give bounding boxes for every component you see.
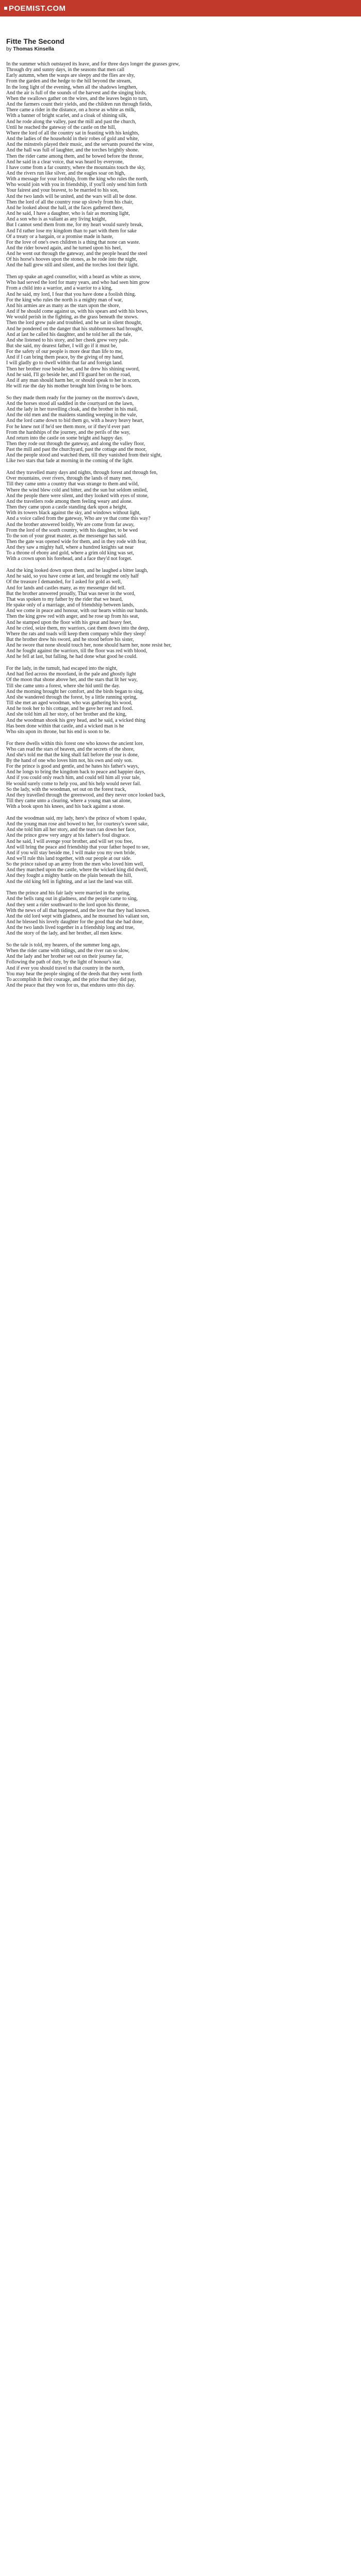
poem-line: And they travelled through the greenwood, and they never once looked back, (6, 792, 166, 798)
poem-line: With a book upon his knees, and his back against a stone. (6, 804, 125, 810)
poem-line: And I'd rather lose my kingdom than to part with them for sake (6, 228, 137, 234)
poem-line: And a voice called from the gateway, Who are ye that come this way? (6, 516, 151, 522)
poem-content (0, 16, 336, 988)
poem-line: And if any man should harm her, or should speak to her in scorn, (6, 377, 140, 383)
poem-line: Then the lord grew pale and troubled, and he sat in silent thought, (6, 320, 142, 326)
poem-line: Then the rider came among them, and he bowed before the throne, (6, 153, 144, 159)
poem-line: And if you will stay beside me, I will make you my own bride, (6, 850, 136, 856)
poem-line: Then the gate was opened wide for them, and in they rode with fear, (6, 539, 147, 545)
poem-line: Over mountains, over rivers, through the lands of many men, (6, 476, 133, 482)
poem-line: Until he reached the gateway of the castle on the hill, (6, 124, 116, 130)
poem-line: But I cannot send them from me, for my heart would surely break, (6, 222, 143, 228)
logo-text: POEMIST.COM (9, 4, 66, 13)
poem-line: And the travellers rode among them feeling weary and alone. (6, 498, 133, 504)
poem-stanza (6, 666, 336, 735)
poem-line: And he said, my lord, I fear that you have done a foolish thing. (6, 291, 136, 297)
poem-stanza (6, 274, 336, 389)
poem-line: So the lady, with the woodman, set out on the forest track, (6, 786, 126, 792)
poem-line: Till she came unto a forest, where she hid until the day. (6, 683, 120, 689)
poem-line: And the king looked down upon them, and he laughed a bitter laugh, (6, 568, 148, 574)
poem-line: And the old lord wept with gladness, and he mourned his valiant son, (6, 913, 150, 919)
poem-line: And he said, I will avenge your brother, and will set you free, (6, 838, 133, 844)
poem-line: When the rider came with tidings, and the river ran so slow, (6, 948, 130, 954)
poem-line: From the hardships of the journey, and the perils of the way, (6, 429, 130, 435)
poem-line: He spake only of a marriage, and of friendship between lands, (6, 602, 135, 608)
poem-line: And he rode along the valley, past the mill and past the church, (6, 118, 137, 125)
poem-line: With a crown upon his forehead, and a face they'd not forget. (6, 556, 133, 562)
poem-line: Then the lord of all the country rose up slowly from his chair, (6, 199, 134, 205)
poem-line: For the prince is good and gentle, and he hates his father's ways, (6, 764, 139, 770)
byline-prefix: by (6, 46, 12, 52)
poem-line: For the love of one's own children is a thing that none can waste. (6, 239, 140, 245)
poem-line: And the people there were silent, and they looked with eyes of stone, (6, 493, 149, 499)
poem-line: And will bring the peace and friendship that your father hoped to see, (6, 844, 150, 850)
poem-line: For the king who rules the north is a mighty man of war, (6, 297, 123, 303)
poem-line: Who had served the lord for many years, and who had seen him grow (6, 280, 150, 286)
poem-line: So they made them ready for the journey on the morrow's dawn, (6, 395, 139, 401)
poem-line: And the prince grew very angry at his father's foul disgrace. (6, 833, 130, 839)
poem-line: But she said, my dearest father, I will go if it must be, (6, 343, 117, 349)
poem-line: When the swallows gather on the wires, and the leaves begin to turn, (6, 95, 148, 101)
poem-line: And he went out through the gateway, and the people heard the steel (6, 251, 147, 257)
poem-line: For he knew not if he'd see them more, or if they'd ever part (6, 423, 130, 430)
poem-line: And the old king fell in fighting, and at last the land was still. (6, 878, 133, 885)
poem-line: For there dwells within this forest one who knows the ancient lore, (6, 740, 144, 747)
poem-line: And the minstrels played their music, and the servants poured the wine, (6, 142, 154, 148)
poem-line: And the lord came down to bid them go, with a heavy heavy heart, (6, 418, 144, 424)
poem-line: And the rivers run like silver, and the eagles soar on high, (6, 170, 125, 176)
poem-line: Till she met an aged woodman, who was gathering his wood, (6, 700, 133, 706)
poem-line: And he fought against the warriors, till the floor was red with blood, (6, 648, 147, 654)
poem-line: And the morning brought her comfort, and the birds began to sing, (6, 688, 144, 694)
poem-line: And his armies are as many as the stars upon the shore, (6, 302, 121, 309)
poem-line: Of his horse's hooves upon the stones, as he rode into the night, (6, 257, 137, 263)
poem-line: So the prince raised up an army from the men who loved him well, (6, 861, 144, 868)
poem-line: And she told him all her story, of her brother and the king, (6, 711, 127, 718)
poem-line: And the lady and her brother set out on their journey far, (6, 954, 123, 960)
poem-line: Of the treasure I demanded, for I asked for gold as well, (6, 579, 122, 585)
poem-line: Till they came unto a country that was strange to them and wild, (6, 481, 139, 487)
poem-line: We would perish in the fighting, as the grass beneath the snows. (6, 314, 139, 320)
poem-line: And he stamped upon the floor with his great and heavy feet, (6, 619, 133, 625)
poem-line: Of a treaty or a bargain, or a promise made in haste, (6, 233, 113, 240)
poem-line: And we come in peace and honour, with our hearts within our hands. (6, 608, 149, 614)
poem-stanza (6, 470, 336, 562)
poem-stanza (6, 942, 336, 988)
poem-line: And he said, so you have come at last, and brought me only half (6, 573, 139, 580)
poem-line: He would surely come to help you, and his help would never fail. (6, 781, 141, 787)
poem-line: And he pondered on the danger that his stubbornness had brought, (6, 326, 143, 332)
poem-line: And the lady in her travelling cloak, and the brother in his mail, (6, 406, 138, 413)
poem-line: You may hear the people singing of the deeds that they went forth (6, 971, 142, 977)
poem-line: To a throne of ebony and gold, where a grim old king was set, (6, 550, 134, 556)
poem-line: Then they came upon a castle standing dark upon a height, (6, 504, 127, 511)
poem-stanza (6, 741, 336, 810)
poem-body (6, 61, 336, 988)
poem-line: In the long light of the evening, when all the shadows lengthen, (6, 84, 138, 90)
byline (6, 46, 336, 53)
poem-line: And for lands and castles many, as my messenger did tell. (6, 585, 126, 591)
poem-line: And if I can bring them peace, by the giving of my hand, (6, 354, 124, 361)
poem-line: Then they rode out through the gateway, and along the valley floor, (6, 441, 145, 447)
site-header (0, 0, 361, 16)
poem-line: With its towers black against the sky, and windows without light, (6, 510, 141, 516)
poem-line: But the brother drew his sword, and he stood before his sister, (6, 637, 134, 642)
poem-line: And the hall was full of laughter, and the torches brightly shone. (6, 147, 139, 154)
poem-line: And if ever you should travel to that country in the north, (6, 965, 125, 971)
poem-line: So the tale is told, my hearers, of the summer long ago, (6, 942, 121, 948)
poem-line: But the brother answered proudly, That was never in the word, (6, 590, 136, 597)
poem-stanza (6, 816, 336, 885)
poem-line: Through dry and sunny days, in the seasons that men call (6, 67, 125, 73)
poem-line: And he said, I have a daughter, who is fair as morning light, (6, 211, 130, 217)
poem-line: Then the king grew red with anger, and he rose up from his seat, (6, 614, 139, 620)
poem-line: He will rue the day his mother brought him living to be born. (6, 383, 133, 389)
poem-line: Then up spake an aged counsellor, with a beard as white as snow, (6, 274, 141, 280)
poem-line: And he said, I'll go beside her, and I'll guard her on the road, (6, 371, 132, 378)
poem-line: That was spoken to my father by the rider that we heard, (6, 596, 123, 602)
poem-line: And he swore that none should touch her, none should harm her, none resist her, (6, 642, 172, 649)
poem-line: And the old men and the maidens standing weeping in the vale, (6, 412, 137, 418)
poem-line: And she listened to his story, and her cheek grew very pale. (6, 337, 129, 343)
poem-line: Then her brother rose beside her, and he drew his shining sword, (6, 366, 140, 372)
site-logo-link[interactable] (4, 4, 66, 13)
poem-line: And the woodman said, my lady, here's the prince of whom I spake, (6, 815, 146, 821)
poem-title: Fitte The Second (6, 37, 64, 45)
poem-stanza (6, 395, 336, 464)
poem-line: There came a rider in the distance, on a horse as white as milk, (6, 107, 136, 113)
poem-line: And the two lands will be united, and the wars will all be done. (6, 193, 137, 199)
poem-line: And the bells rang out in gladness, and the people came to sing, (6, 896, 138, 902)
poem-line: With a message for your lordship, from the king who rules the north, (6, 176, 149, 182)
poem-line: And the air is full of the sounds of the harvest and the singing birds, (6, 90, 146, 96)
poem-line: Where the wind blew cold and bitter, and the sun but seldom smiled, (6, 487, 148, 493)
poem-line: And he fell at last, but falling, he had done what good he could. (6, 654, 138, 660)
poem-line: And he said in a clear voice, that was heard by everyone, (6, 159, 124, 165)
poem-line: In the summer which outstayed its leave, and for three days longer the grasses grew, (6, 61, 180, 67)
poem-line: Where the lord of all the country sat in feasting with his knights, (6, 130, 139, 136)
poem-line: And if he should come against us, with his spears and with his bows, (6, 309, 149, 315)
poem-line: And he took her to his cottage, and he gave her rest and food. (6, 706, 133, 712)
poem-line: And the two lands lived together in a friendship long and true, (6, 925, 135, 931)
poem-line: And we'll rule this land together, with our people at our side. (6, 855, 132, 861)
poem-line: Who would join with you in friendship, if you'll only send him forth (6, 182, 147, 188)
poem-line: And they fought a mighty battle on the plain beneath the hill, (6, 873, 133, 879)
poem-line: I have come from a far country, where the mountains touch the sky, (6, 164, 145, 171)
poem-line: Who sits upon its throne, but his end is soon to be. (6, 728, 110, 735)
poem-line: And return into the castle on some bright and happy day. (6, 435, 123, 441)
poem-line: From a child into a warrior, and a warrior to a king, (6, 285, 112, 292)
poem-line: And at last he called his daughter, and he told her all the tale, (6, 331, 133, 337)
poem-line: And he longs to bring the kingdom back to peace and happier days, (6, 769, 145, 775)
author-link[interactable]: Thomas Kinsella (13, 46, 54, 52)
poem-line: And she's told me that the king shall fall before the year is done, (6, 752, 139, 758)
poem-line: And had fled across the moorland, in the pale and ghostly light (6, 671, 136, 677)
poem-line: And the story of the lady, and her brother, all men knew. (6, 930, 123, 937)
poem-line: And if you could only reach him, and could tell him all your tale, (6, 775, 141, 781)
poem-line: And the farmers count their yields, and the children run through fields, (6, 101, 152, 108)
poem-line: Who can read the stars of heaven, and the secrets of the shore, (6, 746, 135, 752)
poem-line: Then the prince and his fair lady were married in the spring, (6, 890, 130, 896)
poem-line: Following the path of duty, by the light of honour's star. (6, 959, 121, 965)
poem-line: With a banner of bright scarlet, and a cloak of shining silk, (6, 113, 127, 119)
poem-line: Where the rats and toads will keep them company while they sleep! (6, 631, 146, 637)
poem-line: And she wandered through the forest, by a little running spring, (6, 694, 138, 700)
poem-stanza (6, 890, 336, 936)
poem-line: To the son of your great master, as the messenger has said. (6, 533, 127, 539)
poem-line: By the hand of one who loves him not, his own and only son. (6, 757, 133, 764)
poem-line: And the rider bowed again, and he turned upon his heel, (6, 245, 122, 251)
poem-line: Like two stars that fade at morning in the coming of the light. (6, 458, 134, 464)
poem-line: And the peace that they won for us, that endures unto this day. (6, 982, 135, 989)
poem-line: With the news of all that happened, and the love that they had known. (6, 907, 151, 913)
poem-line: For the lady, in the tumult, had escaped into the night, (6, 666, 118, 672)
poem-line: Till they came unto a clearing, where a young man sat alone, (6, 798, 132, 804)
poem-stanza (6, 61, 336, 268)
poem-line: And she told him all her story, and the tears ran down her face, (6, 827, 136, 833)
poem-line: From the garden and the hedge to the hill beyond the stream, (6, 78, 132, 84)
poem-line: And they marched upon the castle, where the wicked king did dwell, (6, 867, 148, 873)
poem-line: And a son who is as valiant as any living knight, (6, 216, 107, 223)
poem-line: Past the mill and past the churchyard, past the cottage and the moor, (6, 447, 147, 453)
poem-line: Your fairest and your bravest, to be married to his son, (6, 188, 119, 194)
poem-line: I will gladly go to dwell within that far and foreign land. (6, 360, 123, 366)
poem-line: And they saw a mighty hall, where a hundred knights sat near (6, 545, 134, 551)
poem-line: And the horses stood all saddled in the courtyard on the lawn, (6, 400, 134, 406)
logo-mark-icon (4, 7, 7, 10)
poem-line: And the young man rose and bowed to her, for courtesy's sweet sake, (6, 821, 149, 827)
poem-line: And the hall grew still and silent, and the torches lost their light. (6, 262, 139, 268)
poem-line: And they travelled many days and nights, through forest and through fen, (6, 470, 158, 476)
poem-line: And the brother answered boldly, We are come from far away, (6, 521, 135, 528)
poem-stanza (6, 568, 336, 660)
poem-line: And they sent a rider southward to the lord upon his throne, (6, 902, 129, 908)
poem-line: And the woodman shook his grey head, and he said, a wicked thing (6, 717, 145, 723)
poem-line: Has been done within that castle, and a wicked man is he (6, 723, 124, 729)
poem-line: Of the moon that shone above her, and the stars that lit her way, (6, 677, 138, 683)
poem-line: And the people stood and watched them, till they vanished from their sight, (6, 452, 162, 459)
poem-line: For the safety of our people is more dear than life to me, (6, 349, 123, 355)
poem-line: From the lord of the south country, with his daughter, to be wed (6, 527, 138, 533)
poem-line: Early autumn, when the wasps are sleepy and the flies are shy, (6, 73, 135, 79)
poem-line: And the ladies of the household in their robes of gold and white, (6, 136, 139, 142)
poem-line: And he cried, seize them, my warriors, cast them down into the deep, (6, 625, 150, 631)
poem-line: And he blessed his lovely daughter for the good that she had done, (6, 919, 144, 925)
poem-line: And he looked about the hall, at the faces gathered there, (6, 205, 124, 211)
poem-line: To accomplish in their courage, and the price that they did pay, (6, 976, 136, 982)
